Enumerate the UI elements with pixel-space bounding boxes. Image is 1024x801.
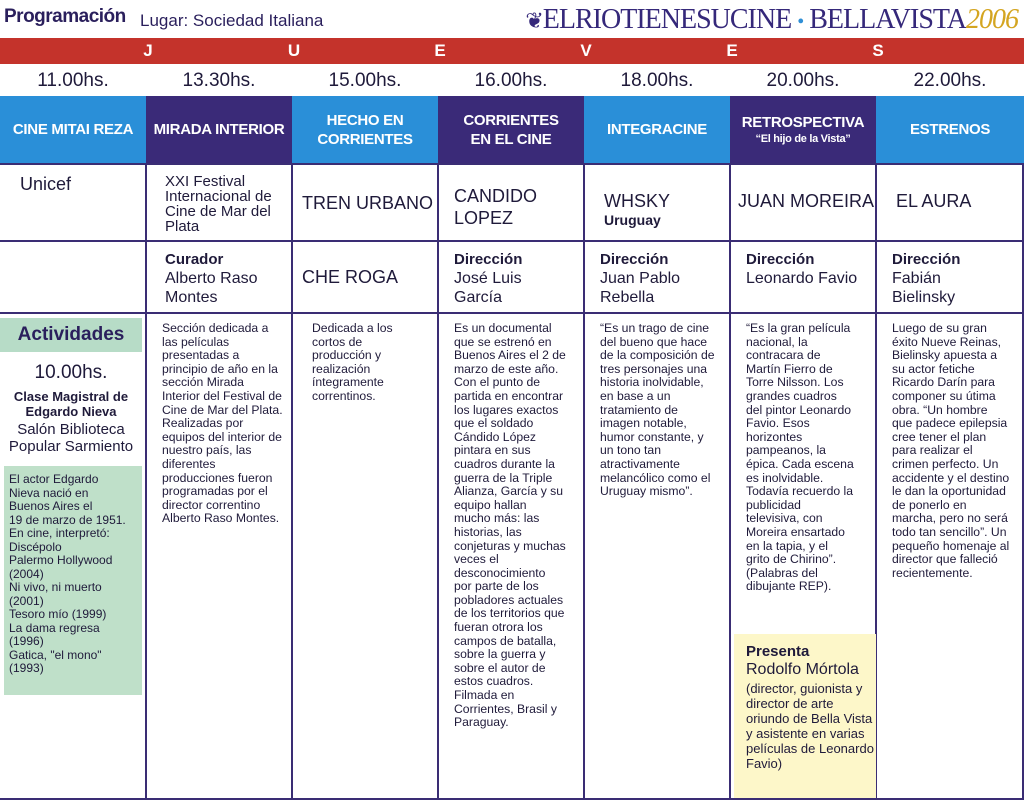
section-header: MIRADA INTERIOR: [146, 96, 292, 163]
time-slot: 16.00hs.: [474, 70, 548, 91]
section-header: ESTRENOS: [876, 96, 1024, 163]
grid-line: [0, 240, 1024, 242]
director-credit: Dirección Juan Pablo Rebella: [600, 251, 681, 306]
film-description: Luego de su gran éxito Nueve Reinas, Bielinsky apuesta a su actor fetiche Ricardo Darín para componer su útima obra. “Un hombre que padece epilepsia cree tener el plan para realizar el crimen perfecto. Un accidente y el destino le dan la oportunidad de ponerlo en marcha, pero no será todo tan sencillo”. Un pequeño homenaje al director que falleció recientemente.: [892, 321, 1010, 580]
grid-line: [583, 163, 585, 800]
day-bar: [0, 38, 1024, 64]
film-description: “Es la gran película nacional, la contracara de Martín Fierro de Torre Nilsson. Los grandes cuadros del pintor Leonardo Favio. Esos horizontes pampeanos, la épica. Cada escena es inolvidable. Todavía recuerdo la publicidad televisiva, con Moreira ensartado en la tapia, y el grito de Chirino”. (Palabras del dibujante REP).: [746, 321, 854, 594]
time-slot: 18.00hs.: [620, 70, 694, 91]
film-title: TREN URBANO: [302, 193, 434, 213]
time-slot: 20.00hs.: [766, 70, 840, 91]
brand-separator: •: [797, 11, 804, 33]
section-subtitle: “El hijo de la Vista”: [755, 133, 851, 145]
laurel-icon: ❦: [525, 8, 543, 33]
grid-line: [0, 798, 1024, 800]
day-letter: U: [287, 41, 301, 60]
day-letter: E: [726, 41, 738, 60]
brand-place: BELLAVISTA: [809, 4, 966, 35]
film-title: WHSKY Uruguay: [604, 191, 671, 228]
brand-year: 2006: [966, 4, 1018, 35]
grid-line: [145, 163, 147, 800]
activity-time: 10.00hs.: [34, 362, 108, 383]
time-slot: 13.30hs.: [182, 70, 256, 91]
day-letter: J: [143, 41, 153, 60]
day-letter: E: [434, 41, 446, 60]
grid-line: [437, 163, 439, 800]
film-title: CHE ROGA: [302, 267, 399, 287]
time-slot: 22.00hs.: [913, 70, 987, 91]
brand-main: ELRIOTIENESUCINE: [542, 4, 792, 35]
film-description: “Es un trago de cine del bueno que hace de la composición de tres personajes una historia inolvidable, en base a un tratamiento de imagen notable, humor constante, y un tono tan atractivamente melancólico como el Uruguay mismo”.: [600, 321, 715, 499]
time-slot: 15.00hs.: [328, 70, 402, 91]
activity-event: Clase Magistral de Edgardo Nieva: [13, 389, 129, 419]
film-title: JUAN MOREIRA: [738, 191, 875, 211]
director-credit: Dirección Fabián Bielinsky: [892, 251, 961, 306]
section-header: CORRIENTES EN EL CINE: [438, 96, 584, 163]
festival-brand: [525, 4, 1018, 36]
section-header: INTEGRACINE: [584, 96, 730, 163]
film-country: Uruguay: [604, 212, 661, 228]
day-letter: S: [872, 41, 884, 60]
program-title: Programación: [4, 6, 126, 27]
film-title: CANDIDO LOPEZ: [454, 186, 538, 228]
film-description: Es un documental que se estrenó en Buenos Aires el 2 de marzo de este año. Con el punto de partida en encontrar los lugares exactos que el soldado Cándido López pintara en sus cuadros durante la guerra de la Triple Alianza, García y su equipo hallan mucho más: las historias, las conjeturas y muchas veces el desconocimiento por parte de los pobladores actuales de los territorios que fueran otrora los campos de batalla, sobre la guerra y sobre el autor de estos cuadros. Filmada en Corrientes, Brasil y Paraguay.: [454, 321, 566, 730]
curator-credit: Curador Alberto Raso Montes: [165, 251, 258, 306]
section-description: Sección dedicada a las películas presentadas a principio de año en la sección Mirada Interior del Festival de Cine de Mar del Plata. Realizadas por equipos del interior de nuestro país, las diferentes producciones fueron programadas por el director correntino Alberto Raso Montes.: [162, 321, 283, 526]
director-credit: Dirección Leonardo Favio: [746, 251, 858, 287]
film-title: Unicef: [20, 174, 72, 194]
presenter-description: (director, guionista y director de arte oriundo de Bella Vista y asistente en varias películas de Leonardo Favio): [746, 681, 874, 771]
grid-line: [729, 163, 731, 800]
director-credit: Dirección José Luis García: [454, 251, 523, 306]
grid-line: [291, 163, 293, 800]
venue-label: Lugar: Sociedad Italiana: [140, 11, 324, 30]
section-header: CINE MITAI REZA: [0, 96, 146, 163]
section-description: Dedicada a los cortos de producción y realización íntegramente correntinos.: [312, 321, 393, 403]
grid-line: [0, 312, 1024, 314]
activity-place: Salón Biblioteca Popular Sarmiento: [8, 421, 134, 455]
film-title: XXI Festival Internacional de Cine de Mar del Plata: [165, 173, 272, 235]
presenter-name: Rodolfo Mórtola: [746, 661, 859, 678]
grid-line: [0, 163, 1024, 165]
activities-heading: Actividades: [0, 318, 142, 352]
section-header: HECHO EN CORRIENTES: [292, 96, 438, 163]
time-slot: 11.00hs.: [37, 70, 109, 91]
presenter-label: Presenta: [746, 643, 810, 660]
actor-bio: El actor Edgardo Nieva nació en Buenos Aires el 19 de marzo de 1951. En cine, interpretó: Discépolo Palermo Hollywood (2004) Ni vivo, ni muerto (2001) Tesoro mío (1999) La dama regresa (1996) Gatica, "el mono" (1993): [4, 466, 142, 695]
presenter-box: [734, 634, 876, 798]
section-header: RETROSPECTIVA “El hijo de la Vista”: [730, 96, 876, 163]
day-letter: V: [580, 41, 592, 60]
film-title: EL AURA: [896, 191, 972, 211]
